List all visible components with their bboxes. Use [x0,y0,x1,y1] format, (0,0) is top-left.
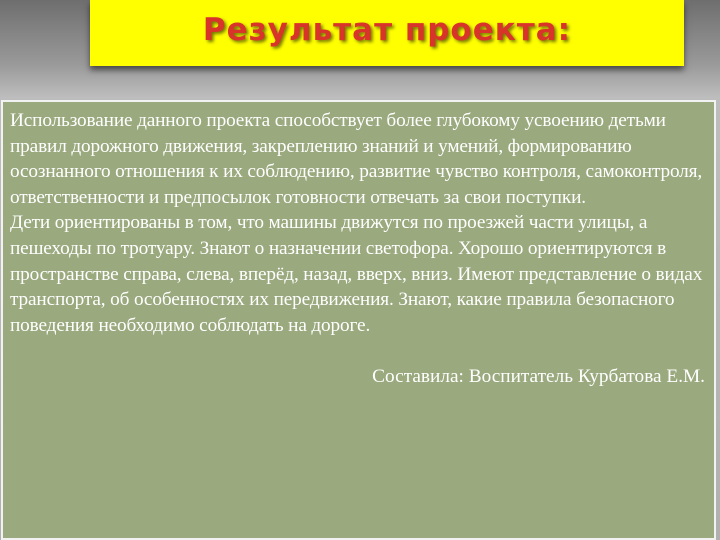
slide-title: Результат проекта: [202,12,572,48]
paragraph-children-skills: Дети ориентированы в том, что машины движутся по проезжей части улицы, а пешеходы по тротуару. Знают о назначении светофора. Хорошо ориентируются в пространстве справа, слева, вперёд, назад, вверх, вниз. Имеют представление о видах транспорта, об особенностях их передвижения. Знают, какие правила безопасного поведения необходимо соблюдать на дороге. [10,212,703,336]
paragraph-project-result: Использование данного проекта способствует более глубокому усвоению детьми правил дорожного движения, закреплению знаний и умений, формированию осознанного отношения к их соблюдению, развитие чувство контроля, самоконтроля, ответственности и предпосылок готовности отвечать за свои поступки. [10,110,703,208]
title-banner [90,0,684,66]
author-credit: Составила: Воспитатель Курбатова Е.М. [372,365,705,387]
spacer [10,338,708,364]
content-panel [1,100,716,540]
